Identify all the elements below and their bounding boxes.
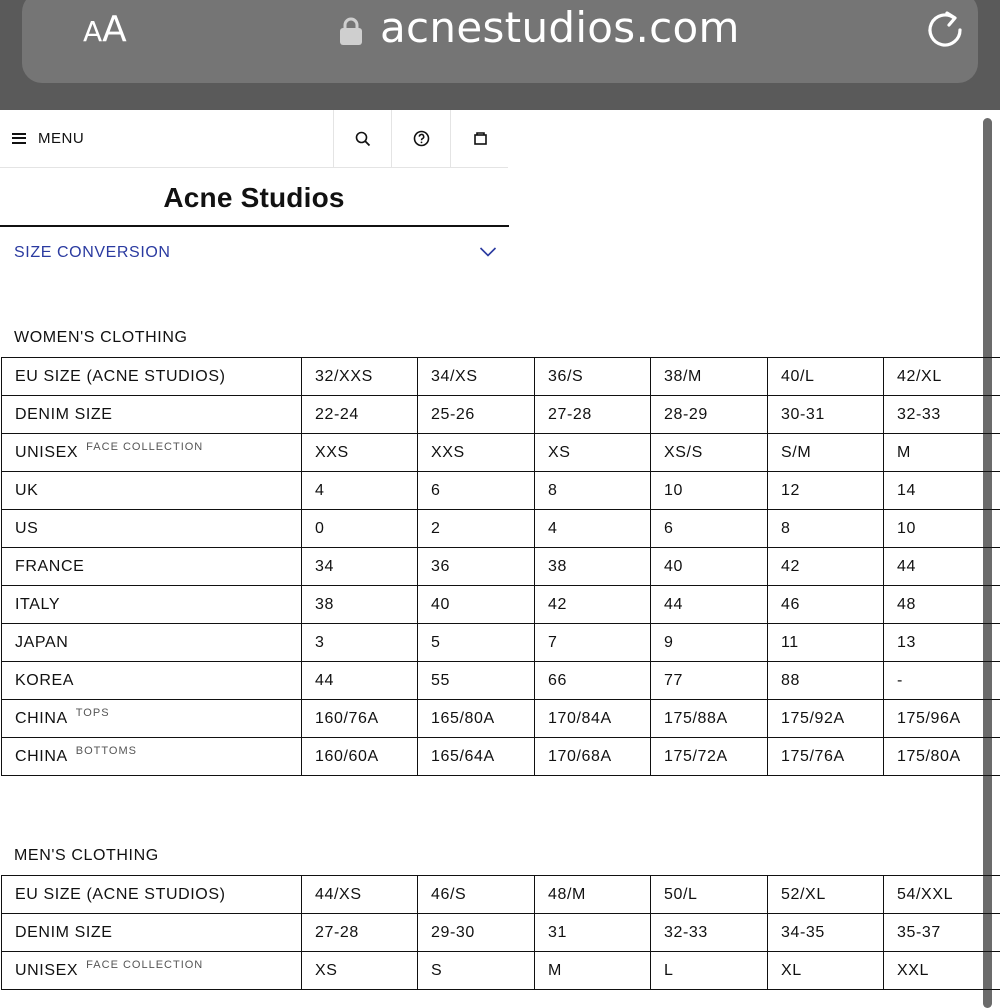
size-cell: 36 (418, 548, 535, 586)
row-label: UNISEX (15, 962, 78, 979)
size-cell: 28-29 (651, 396, 768, 434)
size-cell: 2 (418, 510, 535, 548)
site-header (0, 110, 508, 168)
header-divider (0, 225, 509, 227)
search-icon (355, 131, 371, 147)
row-label: DENIM SIZE (15, 924, 113, 941)
row-label: ITALY (15, 596, 60, 613)
size-cell: 38 (302, 586, 418, 624)
text-size-large-glyph: A (102, 9, 127, 50)
size-cell: L (651, 952, 768, 990)
size-cell: XL (768, 952, 884, 990)
size-cell: 36/S (535, 358, 651, 396)
size-cell: - (884, 662, 1000, 700)
size-cell: 27-28 (302, 914, 418, 952)
size-cell: 42 (535, 586, 651, 624)
size-cell: 46/S (418, 876, 535, 914)
size-cell: 54/XXL (884, 876, 1000, 914)
menu-label: MENU (38, 130, 84, 147)
row-label-cell (2, 914, 302, 952)
reader-text-size-button[interactable] (83, 12, 127, 48)
text-size-small-glyph: A (83, 15, 102, 48)
size-cell: 29-30 (418, 914, 535, 952)
men-size-table (1, 875, 1000, 990)
bag-button[interactable] (450, 110, 509, 167)
size-cell: 40 (418, 586, 535, 624)
table-row (2, 586, 1000, 624)
table-row (2, 700, 1000, 738)
size-cell: 38/M (651, 358, 768, 396)
size-cell: 170/84A (535, 700, 651, 738)
size-cell: 40/L (768, 358, 884, 396)
row-label-cell (2, 510, 302, 548)
row-label: EU SIZE (ACNE STUDIOS) (15, 886, 226, 903)
size-cell: 12 (768, 472, 884, 510)
table-row (2, 876, 1000, 914)
table-row (2, 434, 1000, 472)
size-cell: XS/S (651, 434, 768, 472)
women-size-table (1, 357, 1000, 776)
size-cell: 50/L (651, 876, 768, 914)
size-cell: 48/M (535, 876, 651, 914)
table-row (2, 472, 1000, 510)
size-cell: 44 (302, 662, 418, 700)
row-label-cell (2, 586, 302, 624)
row-label-cell (2, 876, 302, 914)
size-cell: 88 (768, 662, 884, 700)
size-cell: 175/92A (768, 700, 884, 738)
size-cell: 9 (651, 624, 768, 662)
row-label: UNISEX (15, 444, 78, 461)
size-cell: 175/80A (884, 738, 1000, 776)
row-label: CHINA (15, 710, 68, 727)
row-label: KOREA (15, 672, 74, 689)
menu-button[interactable] (12, 122, 84, 154)
row-note: TOPS (76, 707, 110, 719)
brand-logo[interactable]: Acne Studios (0, 182, 508, 214)
size-cell: 4 (535, 510, 651, 548)
size-cell: 175/72A (651, 738, 768, 776)
size-cell: 35-37 (884, 914, 1000, 952)
size-cell: 38 (535, 548, 651, 586)
row-label: UK (15, 482, 38, 499)
row-label-cell (2, 548, 302, 586)
help-icon (413, 130, 430, 147)
row-label-cell (2, 624, 302, 662)
size-cell: 31 (535, 914, 651, 952)
table-row (2, 358, 1000, 396)
size-cell: 3 (302, 624, 418, 662)
size-cell: 4 (302, 472, 418, 510)
size-cell: 22-24 (302, 396, 418, 434)
size-cell: 8 (535, 472, 651, 510)
size-cell: 7 (535, 624, 651, 662)
size-cell: 48 (884, 586, 1000, 624)
size-cell: 11 (768, 624, 884, 662)
row-label: JAPAN (15, 634, 68, 651)
table-row (2, 662, 1000, 700)
size-cell: 160/76A (302, 700, 418, 738)
browser-toolbar (0, 0, 1000, 110)
size-cell: 32-33 (651, 914, 768, 952)
row-label: CHINA (15, 748, 68, 765)
url-text[interactable]: acnestudios.com (380, 7, 740, 49)
size-cell: XXS (418, 434, 535, 472)
size-cell: 13 (884, 624, 1000, 662)
size-cell: 175/96A (884, 700, 1000, 738)
size-cell: XXL (884, 952, 1000, 990)
size-cell: 14 (884, 472, 1000, 510)
size-cell: 77 (651, 662, 768, 700)
size-cell: 32/XXS (302, 358, 418, 396)
size-cell: 25-26 (418, 396, 535, 434)
size-cell: 165/64A (418, 738, 535, 776)
chevron-down-icon[interactable] (479, 246, 497, 258)
row-note: BOTTOMS (76, 745, 137, 757)
size-cell: M (535, 952, 651, 990)
row-label: EU SIZE (ACNE STUDIOS) (15, 368, 226, 385)
size-cell: 55 (418, 662, 535, 700)
size-cell: 34-35 (768, 914, 884, 952)
table-row (2, 738, 1000, 776)
size-cell: 66 (535, 662, 651, 700)
bag-icon (473, 131, 488, 146)
size-cell: 34/XS (418, 358, 535, 396)
size-cell: 52/XL (768, 876, 884, 914)
size-cell: XXS (302, 434, 418, 472)
row-label: US (15, 520, 38, 537)
row-note: FACE COLLECTION (86, 441, 203, 453)
size-cell: S (418, 952, 535, 990)
table-row (2, 952, 1000, 990)
size-cell: 8 (768, 510, 884, 548)
size-cell: 0 (302, 510, 418, 548)
size-cell: 170/68A (535, 738, 651, 776)
size-cell: 46 (768, 586, 884, 624)
size-cell: 34 (302, 548, 418, 586)
row-note: FACE COLLECTION (86, 959, 203, 971)
size-cell: 32-33 (884, 396, 1000, 434)
hamburger-icon (12, 133, 26, 144)
size-cell: 44 (651, 586, 768, 624)
men-section-title: MEN'S CLOTHING (14, 847, 159, 865)
row-label: DENIM SIZE (15, 406, 113, 423)
size-cell: 30-31 (768, 396, 884, 434)
row-label-cell (2, 472, 302, 510)
row-label: FRANCE (15, 558, 84, 575)
row-label-cell (2, 358, 302, 396)
row-label-cell (2, 700, 302, 738)
size-cell: 160/60A (302, 738, 418, 776)
size-cell: 175/88A (651, 700, 768, 738)
size-cell: XS (302, 952, 418, 990)
size-cell: 175/76A (768, 738, 884, 776)
table-row (2, 624, 1000, 662)
row-label-cell (2, 738, 302, 776)
row-label-cell (2, 434, 302, 472)
table-row (2, 548, 1000, 586)
table-row (2, 396, 1000, 434)
women-section-title: WOMEN'S CLOTHING (14, 329, 188, 347)
reload-icon[interactable] (924, 9, 966, 51)
row-label-cell (2, 396, 302, 434)
size-cell: 42/XL (884, 358, 1000, 396)
size-cell: 10 (884, 510, 1000, 548)
row-label-cell (2, 952, 302, 990)
size-cell: 44/XS (302, 876, 418, 914)
size-cell: 10 (651, 472, 768, 510)
size-cell: 27-28 (535, 396, 651, 434)
size-cell: 6 (651, 510, 768, 548)
help-button[interactable] (391, 110, 450, 167)
table-row (2, 914, 1000, 952)
table-row (2, 510, 1000, 548)
lock-icon (339, 16, 363, 46)
address-bar[interactable] (22, 0, 978, 83)
row-label-cell (2, 662, 302, 700)
size-cell: XS (535, 434, 651, 472)
size-conversion-toggle[interactable]: SIZE CONVERSION (14, 244, 171, 262)
size-cell: 165/80A (418, 700, 535, 738)
size-cell: M (884, 434, 1000, 472)
size-cell: 44 (884, 548, 1000, 586)
size-cell: 5 (418, 624, 535, 662)
size-cell: 40 (651, 548, 768, 586)
size-cell: 42 (768, 548, 884, 586)
size-cell: S/M (768, 434, 884, 472)
size-cell: 6 (418, 472, 535, 510)
search-button[interactable] (333, 110, 392, 167)
